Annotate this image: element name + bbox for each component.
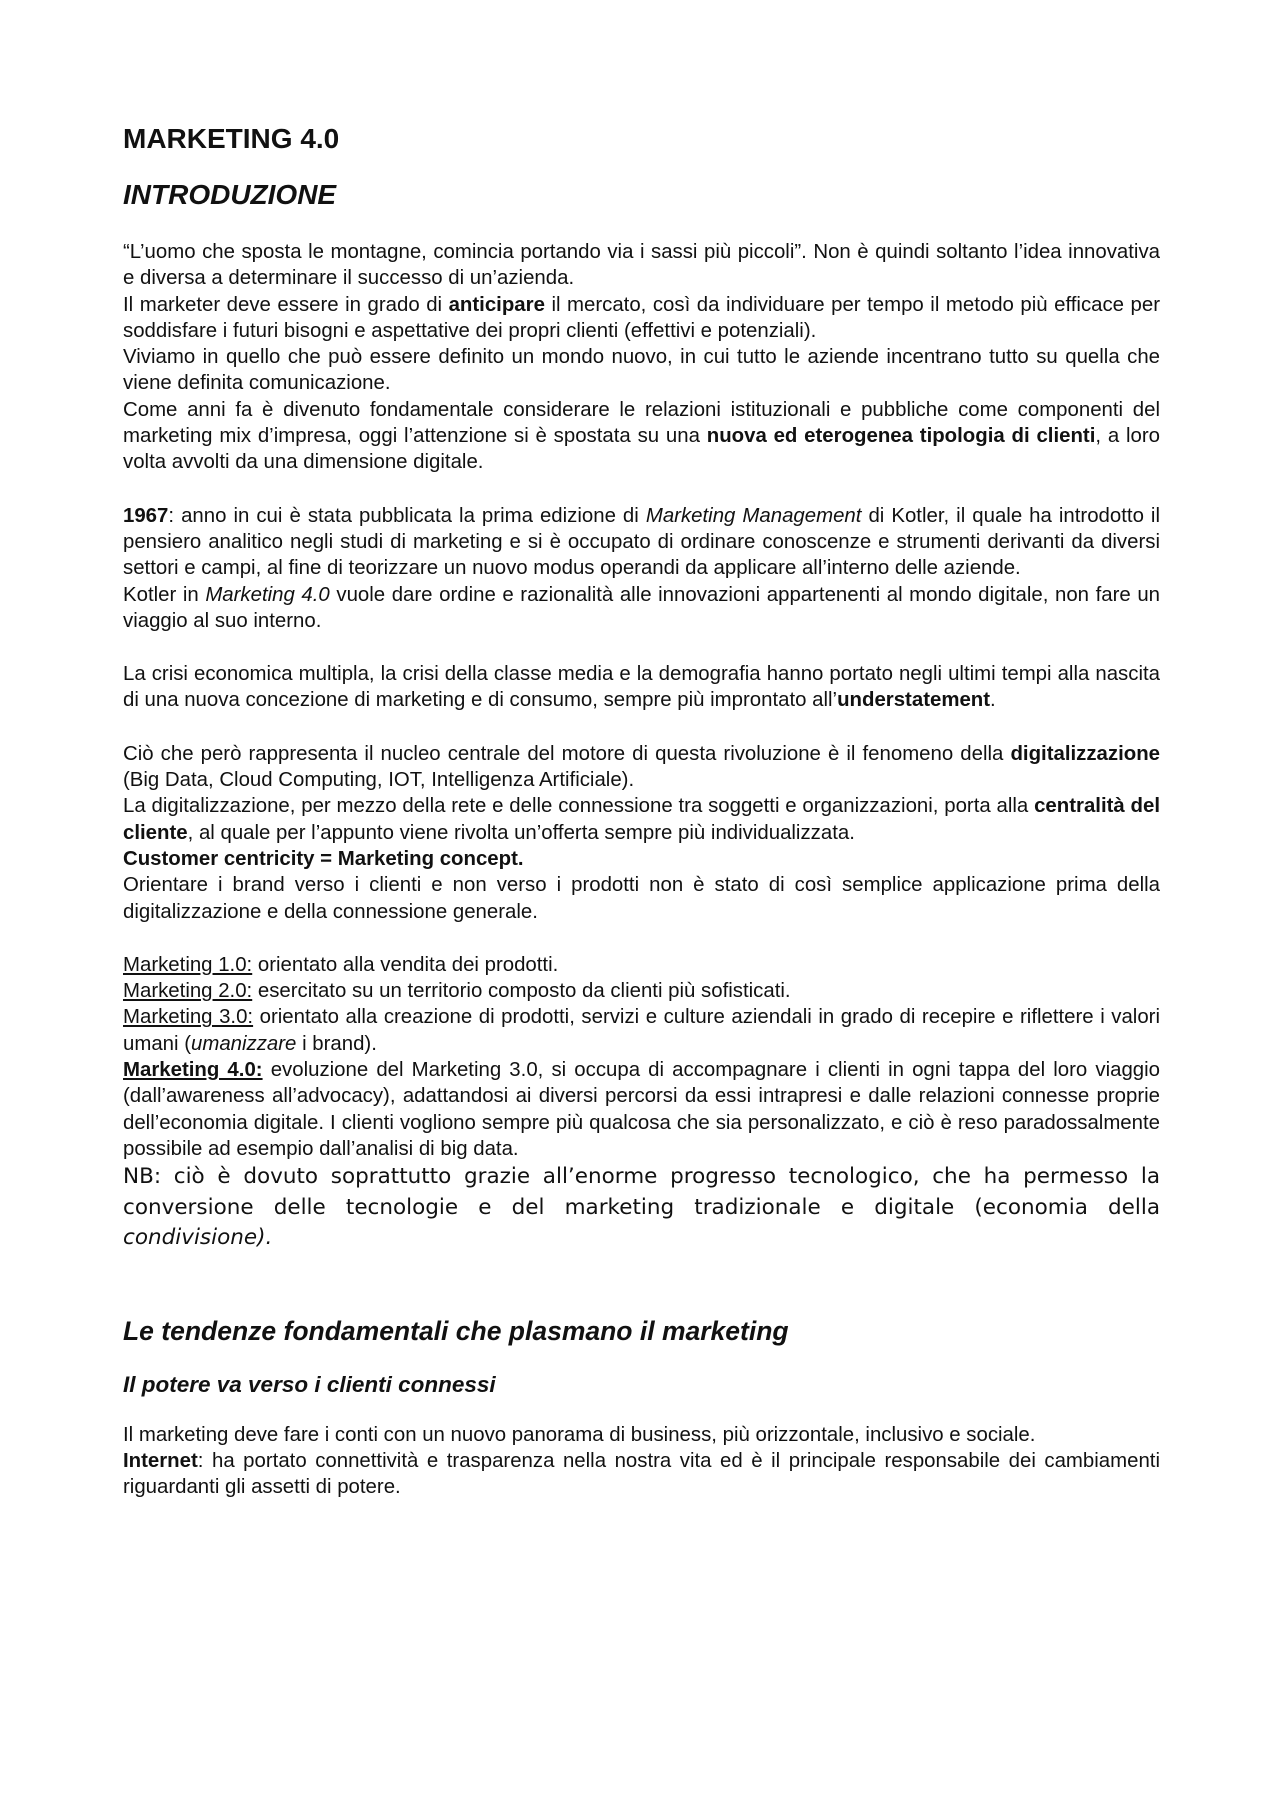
intro-paragraph-1: “L’uomo che sposta le montagne, comincia portando via i sassi più piccoli”. Non è quindi soltanto l’idea innovativa e diversa a determinare il successo di un’azienda. bbox=[123, 241, 1160, 290]
bold-centralita: centralità del cliente bbox=[123, 795, 1161, 844]
bold-internet: Internet bbox=[123, 1450, 198, 1472]
intro-paragraph-kotler: Kotler in Marketing 4.0 vuole dare ordine e razionalità alle innovazioni appartenenti al mondo digitale, non fare un viaggio al suo interno. bbox=[123, 583, 1160, 632]
version-label: Marketing 3.0: bbox=[123, 1006, 254, 1029]
intro-paragraph-4: Come anni fa è divenuto fondamentale considerare le relazioni istituzionali e pubbliche come componenti del marketing mix d’impresa, oggi l’attenzione si è spostata su una nuova ed eterogenea tipologia di clienti, a loro volta avvolti da una dimensione digitale. bbox=[123, 398, 1160, 474]
bold-anticipare: anticipare bbox=[448, 293, 545, 316]
document-title: MARKETING 4.0 bbox=[123, 123, 340, 154]
intro-paragraph-2: Il marketer deve essere in grado di anticipare il mercato, così da individuare per tempo il metodo più efficace per soddisfare i futuri bisogni e aspettative dei propri clienti (effettivi e potenziali). bbox=[123, 293, 1161, 342]
intro-paragraph-network: La digitalizzazione, per mezzo della rete e delle connessione tra soggetti e organizzazioni, porta alla centralità del cliente, al quale per l’appunto viene rivolta un’offerta sempre più individualizzata. bbox=[123, 795, 1161, 844]
section2-paragraph-1: Il marketing deve fare i conti con un nuovo panorama di business, più orizzontale, inclusivo e sociale. bbox=[123, 1423, 1036, 1446]
italic-book-title: Marketing Management bbox=[645, 504, 862, 527]
bold-year: 1967 bbox=[123, 504, 169, 527]
version-label: Marketing 2.0: bbox=[123, 980, 253, 1003]
intro-paragraph-digital: Ciò che però rappresenta il nucleo centrale del motore di questa rivoluzione è il fenomeno della digitalizzazione (Big Data, Cloud Computing, IOT, Intelligenza Artificiale). bbox=[123, 742, 1160, 792]
version-label: Marketing 1.0: bbox=[123, 953, 253, 976]
version-label: Marketing 4.0: bbox=[123, 1059, 263, 1082]
section2-paragraph-internet: Internet: ha portato connettività e trasparenza nella nostra vita ed è il principale responsabile dei cambiamenti riguardanti gli assetti di potere. bbox=[123, 1450, 1160, 1499]
intro-paragraph-1967: 1967: anno in cui è stata pubblicata la prima edizione di Marketing Management di Kotler, il quale ha introdotto il pensiero analitico negli studi di marketing e si è occupato di ordinare conoscenze e strumenti derivanti da diversi settori e campi, al fine di teorizzare un nuovo modus operandi da applicare all’interno delle aziende. bbox=[123, 504, 1160, 580]
nb-note: NB: ciò è dovuto soprattutto grazie all’enorme progresso tecnologico, che ha permesso la conversione delle tecnologie e del marketing tradizionale e digitale (economia della condivisione). bbox=[123, 1164, 1160, 1251]
marketing-version-4: Marketing 4.0: evoluzione del Marketing 3.0, si occupa di accompagnare i clienti in ogni tappa del loro viaggio (dall’awareness all’advocacy), adattandosi ai diversi percorsi da essi intrapresi e dalle relazioni connesse proprie dell’economia digitale. I clienti vogliono sempre più qualcosa che sia personalizzato, e ciò è reso paradossalmente possibile ad esempio dall’analisi di big data. bbox=[123, 1059, 1161, 1160]
subsection-heading-power: Il potere va verso i clienti connessi bbox=[123, 1371, 496, 1397]
italic-marketing-40: Marketing 4.0 bbox=[205, 583, 330, 606]
section-heading-trends: Le tendenze fondamentali che plasmano il marketing bbox=[123, 1315, 789, 1346]
customer-centricity-line: Customer centricity = Marketing concept. bbox=[123, 847, 524, 870]
bold-digitalizzazione: digitalizzazione bbox=[1010, 742, 1160, 765]
marketing-version-3: Marketing 3.0: orientato alla creazione di prodotti, servizi e culture aziendali in grado di recepire e riflettere i valori umani (umanizzare i brand). bbox=[123, 1006, 1160, 1055]
intro-paragraph-crisis: La crisi economica multipla, la crisi della classe media e la demografia hanno portato negli ultimi tempi alla nascita di una nuova concezione di marketing e di consumo, sempre più improntato all’understatement. bbox=[123, 663, 1160, 712]
bold-new-clients: nuova ed eterogenea tipologia di clienti bbox=[706, 425, 1096, 448]
marketing-version-2: Marketing 2.0: esercitato su un territorio composto da clienti più sofisticati. bbox=[123, 980, 791, 1003]
marketing-version-1: Marketing 1.0: orientato alla vendita dei prodotti. bbox=[123, 953, 559, 976]
intro-paragraph-brands: Orientare i brand verso i clienti e non verso i prodotti non è stato di così semplice applicazione prima della digitalizzazione e della connessione generale. bbox=[123, 874, 1160, 923]
intro-paragraph-3: Viviamo in quello che può essere definito un mondo nuovo, in cui tutto le aziende incentrano tutto su quella che viene definita comunicazione. bbox=[123, 346, 1160, 395]
intro-heading: INTRODUZIONE bbox=[123, 179, 337, 210]
bold-understatement: understatement bbox=[837, 689, 991, 712]
